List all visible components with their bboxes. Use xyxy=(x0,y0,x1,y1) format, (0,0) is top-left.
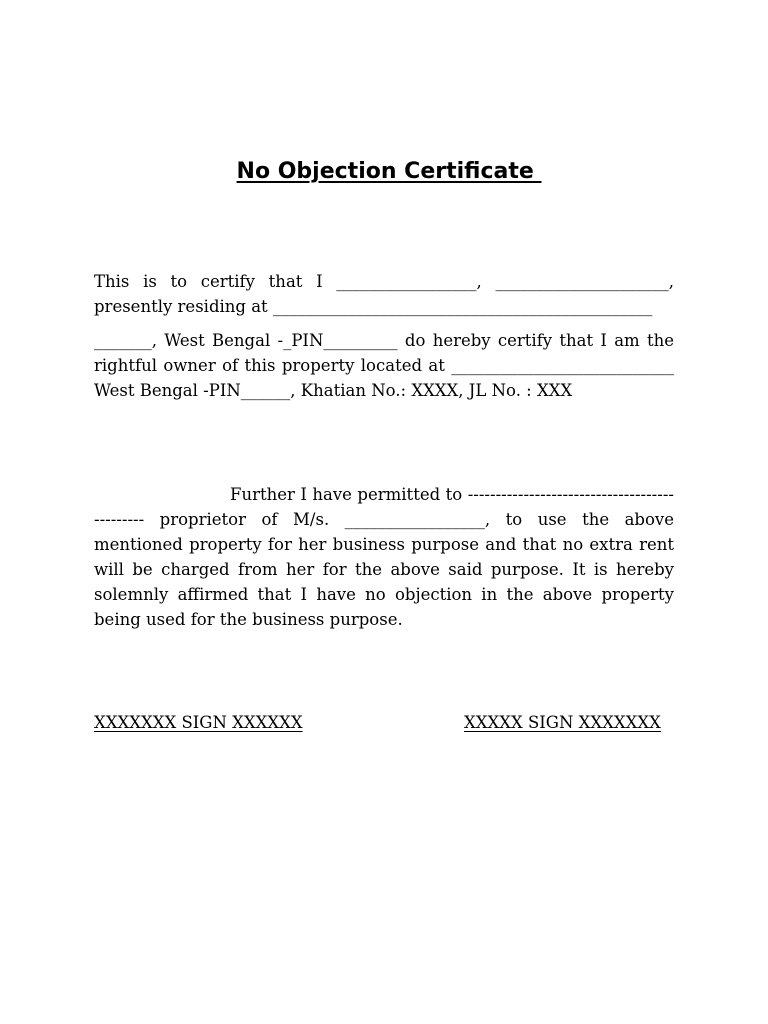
ownership-paragraph: _______, West Bengal -_PIN_________ do hereby certify that I am the rightful owner of this property located at ___________________________ West Bengal -PIN______, Khatian No.: XXXX, JL No. : XXX xyxy=(94,331,674,400)
right-signature-line: XXXXX SIGN XXXXXXX xyxy=(464,713,661,732)
certification-paragraph: This is to certify that I _________________, _____________________, presently residing at ______________________________________________ xyxy=(94,272,674,316)
permission-paragraph xyxy=(94,482,674,632)
left-signature-line: XXXXXXX SIGN XXXXXX xyxy=(94,713,303,732)
page-title: No Objection Certificate xyxy=(236,159,542,184)
permission-text: Further I have permitted to ---------------------------------------------- proprietor of M/s. _________________, to use the above mentioned property for her business purpose and that no extra rent will be charged from her for the above said purpose. It is hereby solemnly affirmed that I have no objection in the above property being used for the business purpose. xyxy=(94,485,674,629)
